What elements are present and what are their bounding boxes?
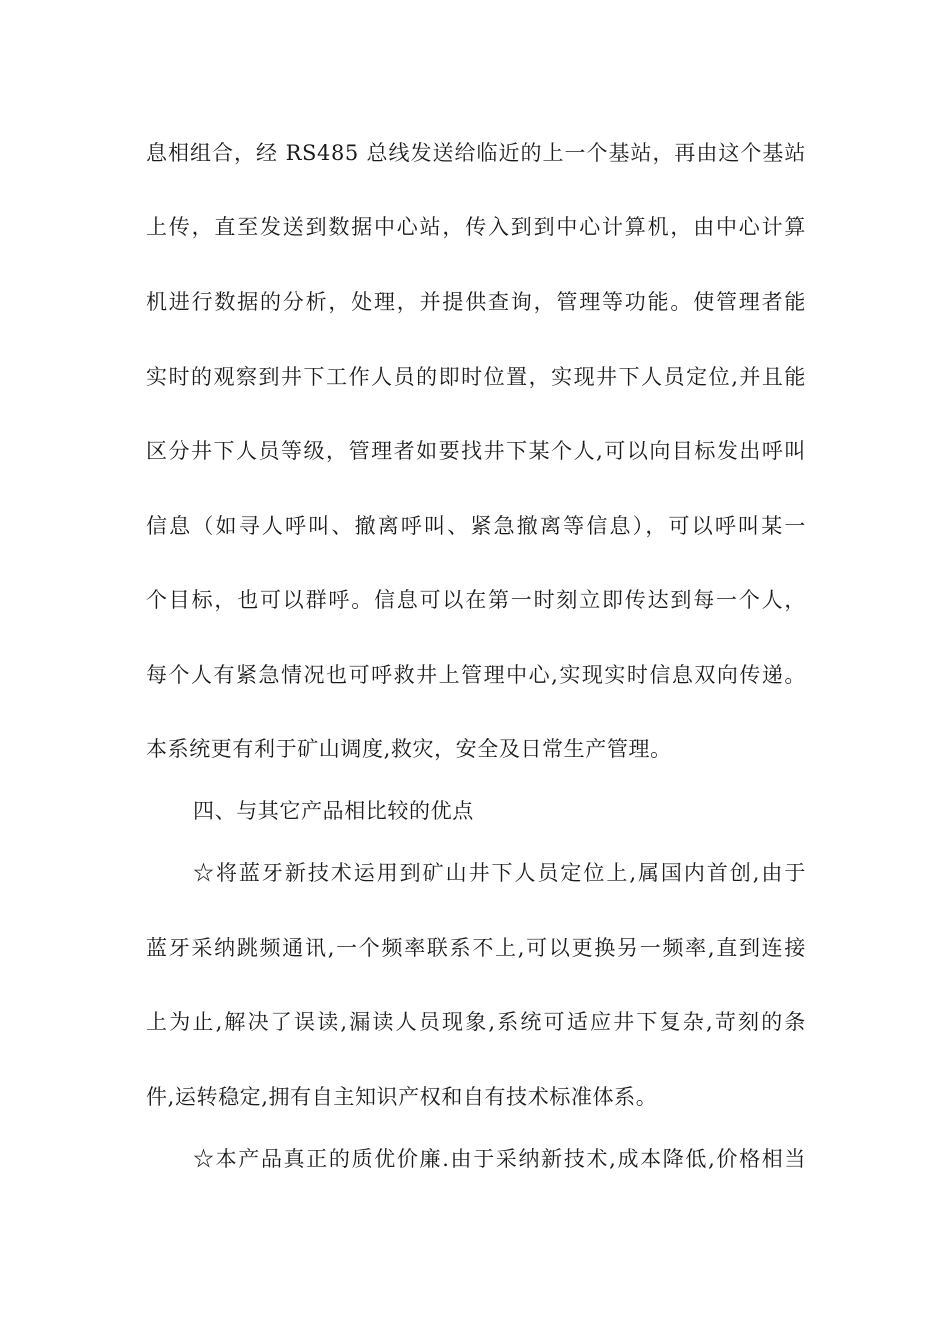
body-text-line: 上传，直至发送到数据中心站，传入到到中心计算机，由中心计算 [146,215,806,239]
bullet-point-line: ☆本产品真正的质优价廉.由于采纳新技术,成本降低,价格相当 [193,1147,806,1171]
body-text-line: 区分井下人员等级，管理者如要找井下某个人,可以向目标发出呼叫 [146,439,806,463]
section-heading: 四、与其它产品相比较的优点 [193,799,474,823]
body-text-line: 实时的观察到井下工作人员的即时位置，实现井下人员定位,并且能 [146,365,806,389]
body-text-line: 机进行数据的分析，处理，并提供查询，管理等功能。使管理者能 [146,290,806,314]
bullet-point-line: 上为止,解决了误读,漏读人员现象,系统可适应井下复杂,苛刻的条 [146,1010,806,1034]
bullet-point-line: 件,运转稳定,拥有自主知识产权和自有技术标准体系。 [146,1085,658,1109]
body-text-line: 本系统更有利于矿山调度,救灾，安全及日常生产管理。 [146,737,672,761]
body-text-line: 个目标，也可以群呼。信息可以在第一时刻立即传达到每一个人， [146,588,806,612]
bullet-point-line: 蓝牙采纳跳频通讯,一个频率联系不上,可以更换另一频率,直到连接 [146,936,806,960]
bullet-point-line: ☆将蓝牙新技术运用到矿山井下人员定位上,属国内首创,由于 [193,861,806,885]
body-text-line: 息相组合，经 RS485 总线发送给临近的上一个基站，再由这个基站 [146,141,806,165]
body-text-line: 信息（如寻人呼叫、撤离呼叫、紧急撤离等信息），可以呼叫某一 [146,514,806,538]
body-text-line: 每个人有紧急情况也可呼救井上管理中心,实现实时信息双向传递。 [146,663,806,687]
